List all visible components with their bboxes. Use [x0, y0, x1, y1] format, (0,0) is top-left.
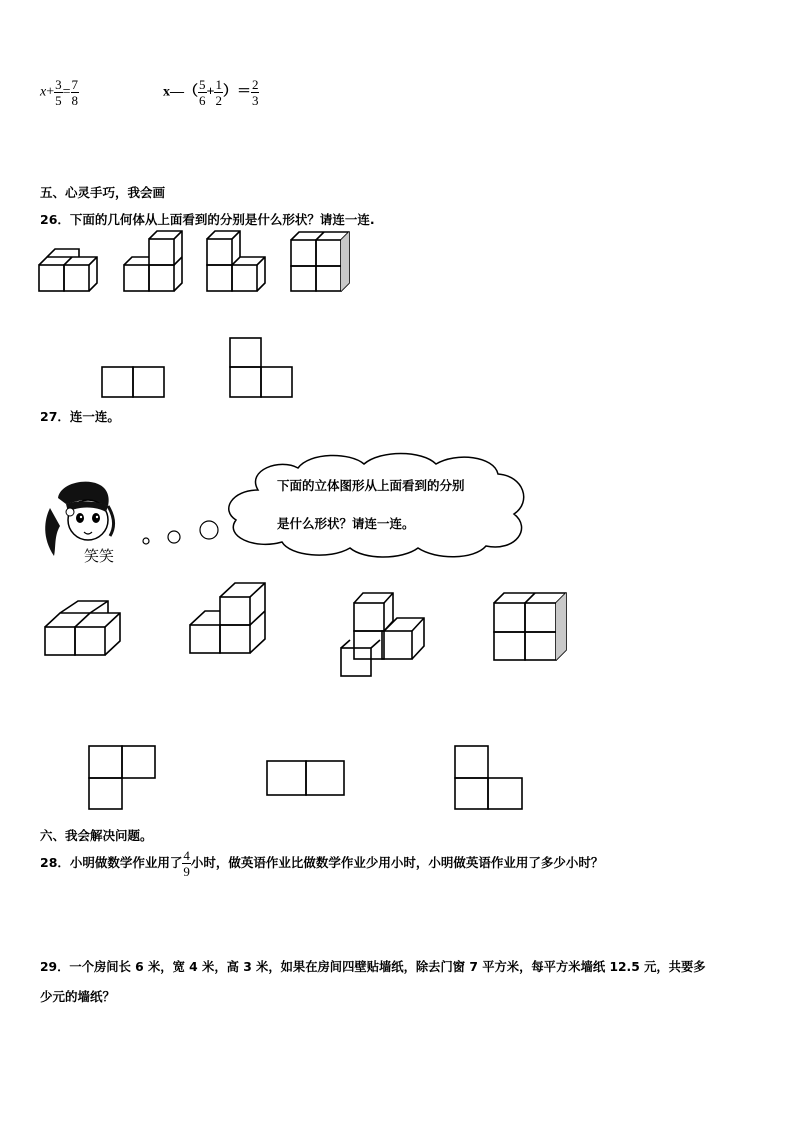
q27-view-3 [455, 746, 522, 809]
q27-solid-3 [341, 593, 424, 676]
q27-solid-1 [45, 601, 120, 655]
cloud-line-2: 是什么形状？请连一连。 [277, 516, 415, 531]
q27-solid-4 [494, 593, 566, 660]
plus-sign: + [46, 84, 55, 100]
q28-suffix: 小时，做英语作业比做数学作业少用小时，小明做英语作业用了多少小时？ [190, 855, 604, 870]
variable-x: x [40, 84, 47, 100]
question-26: 26．下面的几何体从上面看到的分别是什么形状？请连一连. [40, 212, 375, 227]
equals-sign: = [62, 84, 71, 100]
fraction: $\frac{4}{9}$ [183, 848, 190, 879]
section-5-title: 五、心灵手巧，我会画 [40, 185, 166, 200]
cloud-line-1: 下面的立体图形从上面看到的分别 [277, 478, 465, 493]
q27-solid-2 [190, 583, 265, 653]
plus-sign: + [206, 84, 215, 100]
question-28 [40, 848, 603, 879]
question-29-line-1: 29．一个房间长 6 米，宽 4 米，高 3 米，如果在房间四壁贴墙纸，除去门窗 7 平方米，每平方米墙纸 12.5 元，共要多 [40, 960, 706, 974]
fraction: $\frac{3}{5}$ [55, 77, 62, 108]
fraction: $\frac{7}{8}$ [71, 77, 79, 108]
right-paren: ） [222, 84, 237, 100]
question-29-line-2: 少元的墙纸？ [40, 989, 116, 1004]
q27-view-1 [89, 746, 155, 809]
equals-sign: ＝ [236, 84, 251, 100]
left-paren: （ [184, 84, 198, 100]
fraction: $\frac{2}{3}$ [251, 77, 259, 108]
fraction: $\frac{5}{6}$ [199, 77, 206, 108]
q27-view-2 [267, 761, 344, 795]
minus-sign: — [170, 84, 184, 100]
avatar-caption: 笑笑 [84, 547, 115, 565]
q28-prefix: 28．小明做数学作业用了 [40, 855, 183, 870]
fraction: $\frac{1}{2}$ [215, 77, 222, 108]
variable-x: x [163, 84, 170, 100]
section-6-title: 六、我会解决问题。 [40, 828, 153, 843]
question-27: 27．连一连。 [40, 409, 120, 424]
